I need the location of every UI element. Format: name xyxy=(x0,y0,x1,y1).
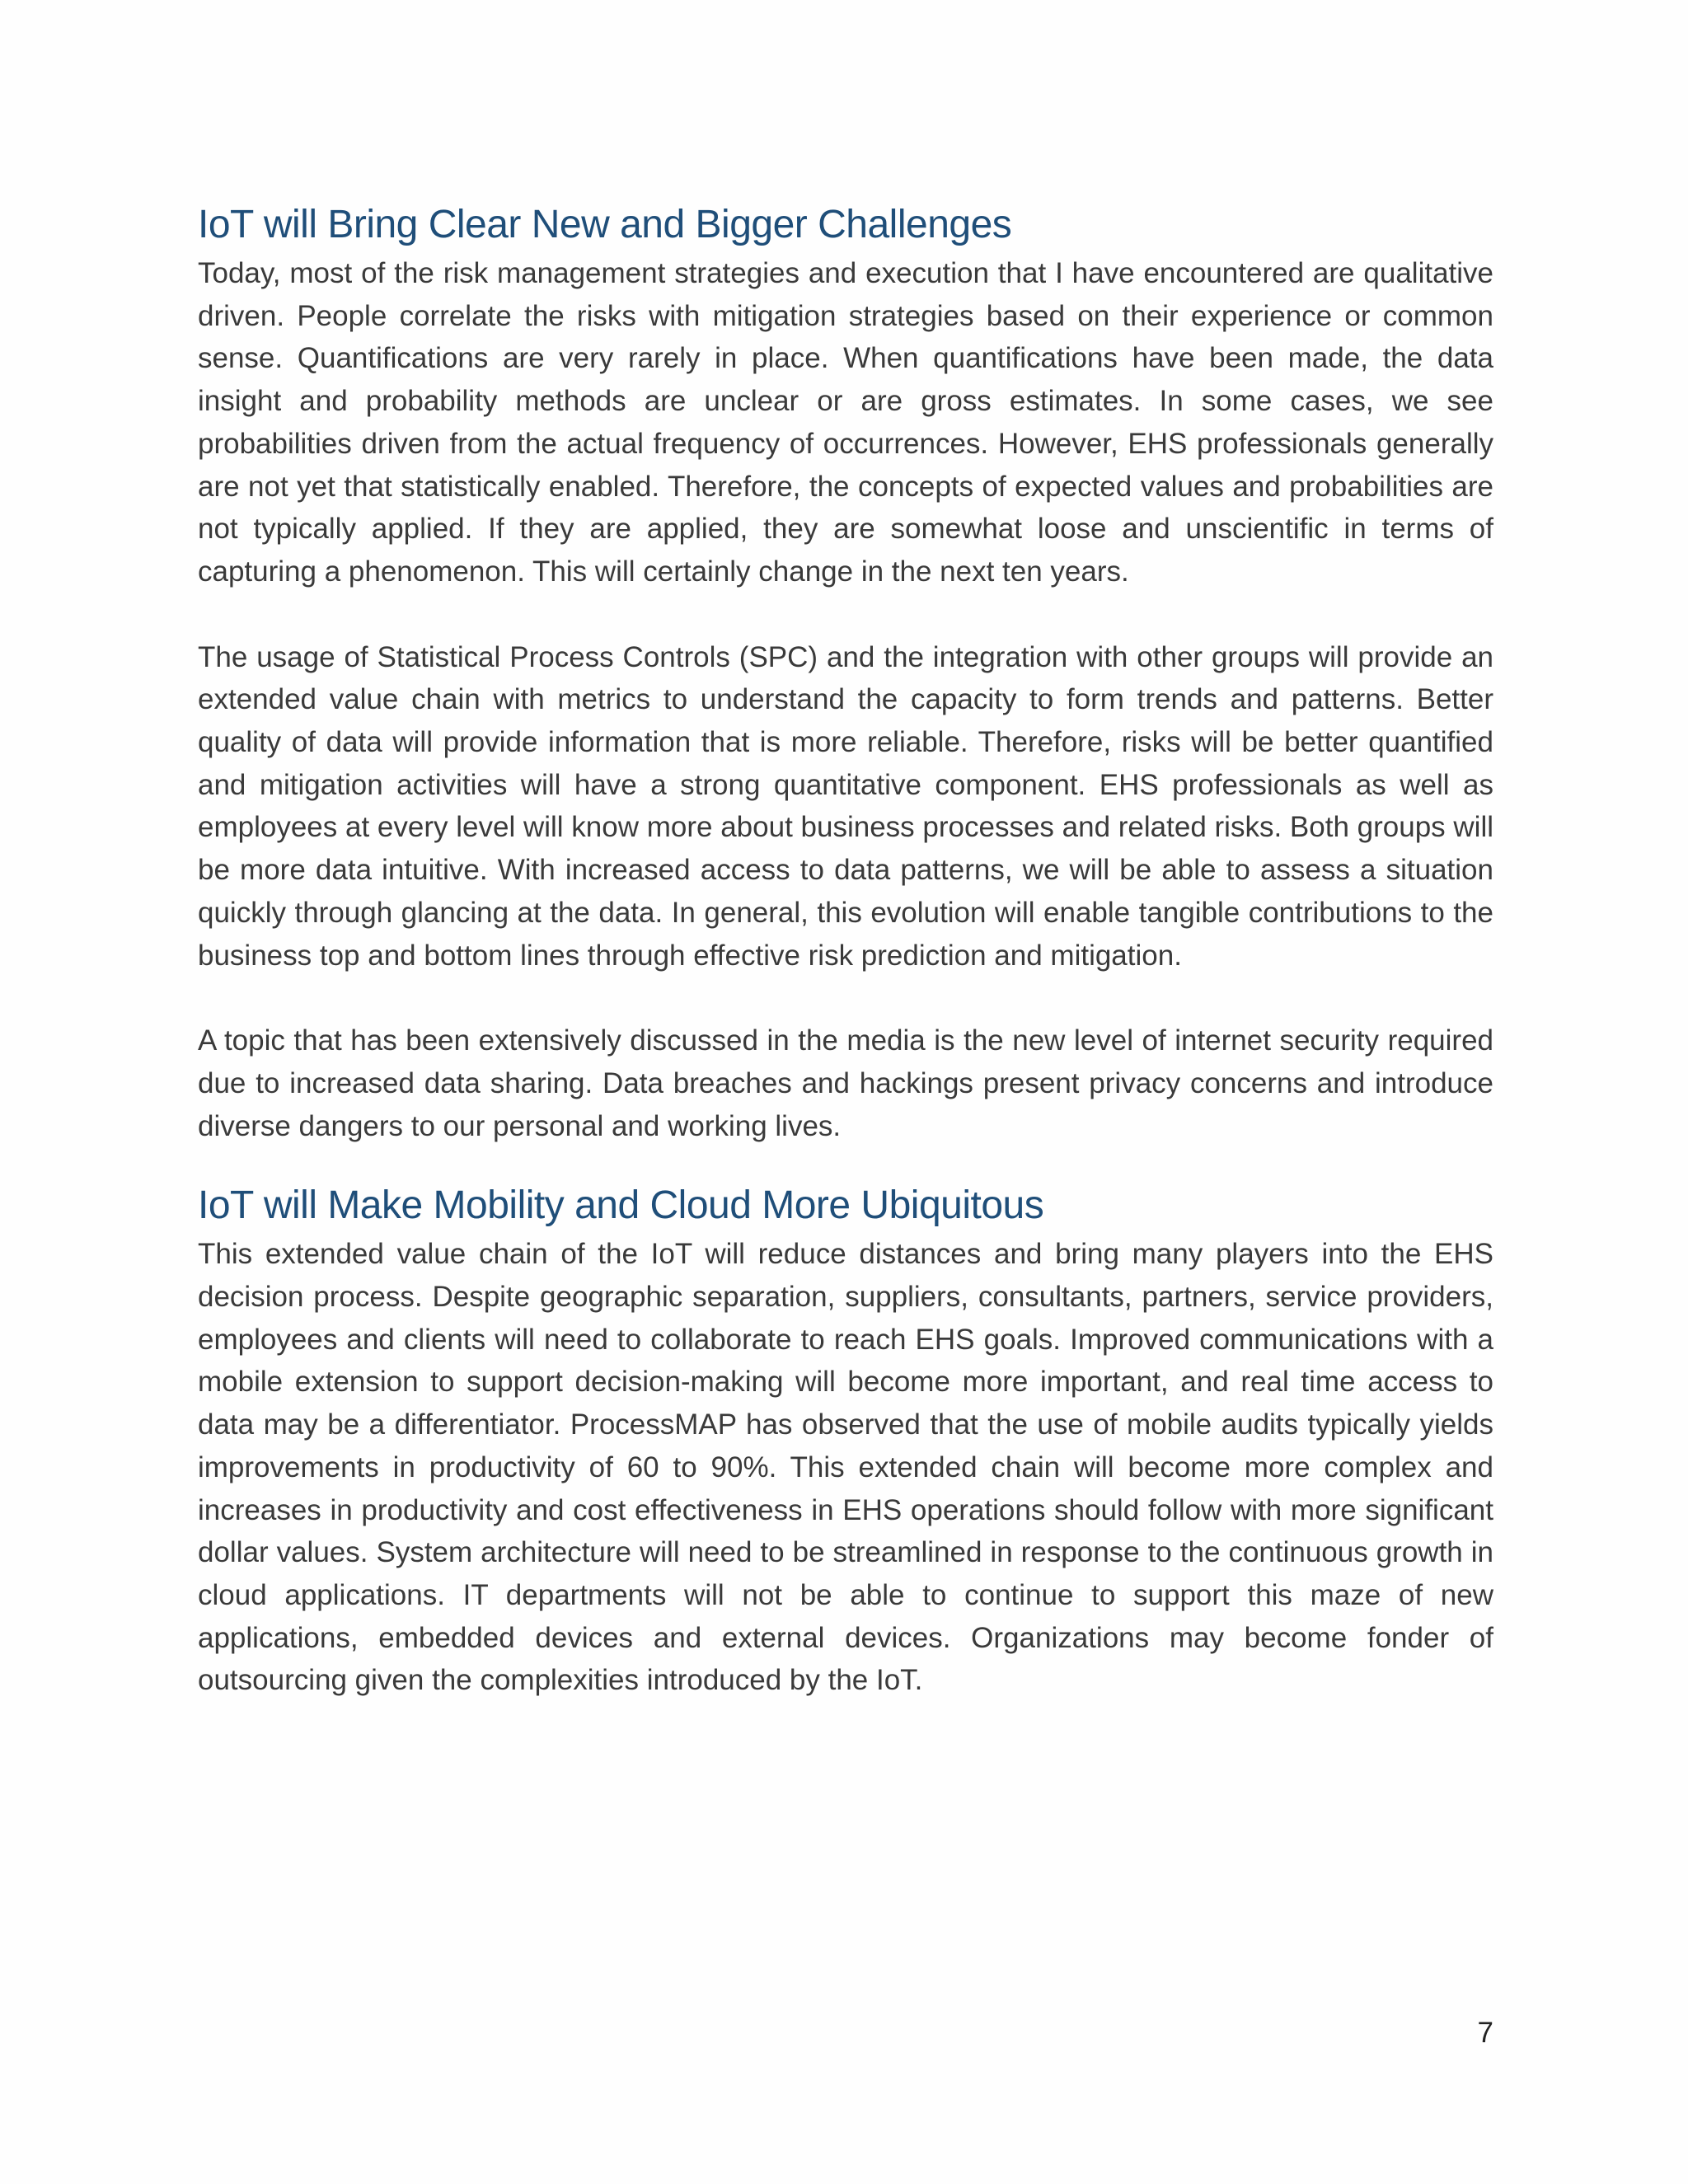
paragraph-spacer xyxy=(198,593,1493,636)
section-spacer xyxy=(198,1147,1493,1179)
section-challenges xyxy=(198,198,1493,1147)
page-content xyxy=(198,198,1493,1702)
section-heading: IoT will Make Mobility and Cloud More Ubiquitous xyxy=(198,1183,1044,1228)
paragraph: The usage of Statistical Process Controls (SPC) and the integration with other groups will provide an extended value chain with metrics to understand the capacity to form trends and patterns. Better quality of data will provide information that is more reliable. Therefore, risks will be better quantified and mitigation activities will have a strong quantitative component. EHS professionals as well as employees at every level will know more about business processes and related risks. Both groups will be more data intuitive. With increased access to data patterns, we will be able to assess a situation quickly through glancing at the data. In general, this evolution will enable tangible contributions to the business top and bottom lines through effective risk prediction and mitigation. xyxy=(198,640,1493,972)
paragraph: A topic that has been extensively discussed in the media is the new level of internet security required due to increased data sharing. Data breaches and hackings present privacy concerns and introduce diverse dangers to our personal and working lives. xyxy=(198,1024,1493,1142)
section-mobility-cloud xyxy=(198,1179,1493,1702)
paragraph: This extended value chain of the IoT will reduce distances and bring many players into the EHS decision process. Despite geographic separation, suppliers, consultants, partners, service providers, employees and clients will need to collaborate to reach EHS goals. Improved communications with a mobile extension to support decision-making will become more important, and real time access to data may be a differentiator. ProcessMAP has observed that the use of mobile audits typically yields improvements in productivity of 60 to 90%. This extended chain will become more complex and increases in productivity and cost effectiveness in EHS operations should follow with more significant dollar values. System architecture will need to be streamlined in response to the continuous growth in cloud applications. IT departments will not be able to continue to support this maze of new applications, embedded devices and external devices. Organizations may become fonder of outsourcing given the complexities introduced by the IoT. xyxy=(198,1238,1493,1697)
paragraph-spacer xyxy=(198,977,1493,1019)
section-heading: IoT will Bring Clear New and Bigger Challenges xyxy=(198,203,1012,246)
page-number: 7 xyxy=(1477,2017,1493,2049)
paragraph: Today, most of the risk management strategies and execution that I have encountered are qualitative driven. People correlate the risks with mitigation strategies based on their experience or common sense. Quantifications are very rarely in place. When quantifications have been made, the data insight and probability methods are unclear or are gross estimates. In some cases, we see probabilities driven from the actual frequency of occurrences. However, EHS professionals generally are not yet that statistically enabled. Therefore, the concepts of expected values and probabilities are not typically applied. If they are applied, they are somewhat loose and unscientific in terms of capturing a phenomenon. This will certainly change in the next ten years. xyxy=(198,257,1493,588)
